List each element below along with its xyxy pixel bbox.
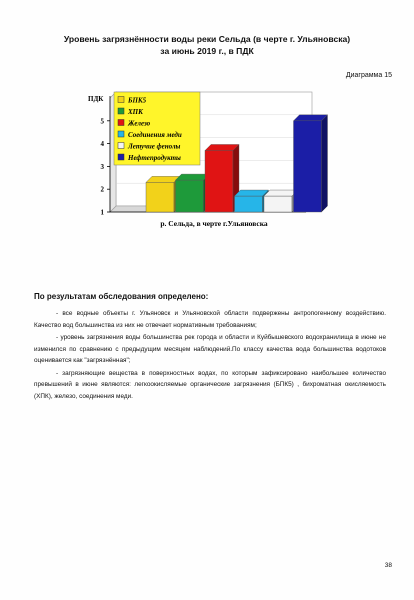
bar-4 bbox=[235, 196, 263, 212]
legend-swatch-3 bbox=[118, 120, 124, 126]
legend-label-2: ХПК bbox=[128, 108, 143, 116]
y-tick-label: 5 bbox=[100, 117, 104, 126]
findings-paragraph-3: - загрязняющие вещества в поверхностных водах, по которым зафиксировано наибольшее количество превышений в июне являются: легкоокисляемые органические загрязнения (БПК5) , бихроматная окисляемость (ХПК), железо, соединения меди. bbox=[34, 369, 386, 400]
findings-body bbox=[34, 308, 386, 403]
legend-label-5: Летучие фенолы bbox=[128, 142, 181, 151]
pollution-bar-chart bbox=[74, 88, 334, 238]
bar-1 bbox=[146, 182, 174, 212]
legend-label-4: Соединения меди bbox=[128, 131, 182, 139]
y-tick-label: 4 bbox=[100, 140, 104, 149]
legend-swatch-6 bbox=[118, 154, 124, 160]
y-tick-label: 2 bbox=[100, 185, 104, 194]
legend-swatch-4 bbox=[118, 131, 124, 137]
legend-swatch-1 bbox=[118, 97, 124, 103]
bar-5 bbox=[264, 196, 292, 212]
legend-swatch-5 bbox=[118, 143, 124, 149]
bar-side-6 bbox=[322, 115, 328, 212]
findings-paragraph-1: - все водные объекты г. Ульяновск и Ульяновской области подвержены антропогенному воздействию. Качество вод большинства из них не отвечает нормативным требованиям; bbox=[34, 310, 386, 329]
legend-swatch-2 bbox=[118, 108, 124, 114]
bar-3 bbox=[205, 150, 233, 212]
y-tick-label: 1 bbox=[100, 208, 104, 217]
page-number: 38 bbox=[384, 562, 392, 569]
y-tick-label: 3 bbox=[100, 162, 104, 171]
diagram-number: Диаграмма 15 bbox=[345, 72, 392, 79]
legend-label-1: БПК5 bbox=[128, 96, 147, 105]
findings-heading: По результатам обследования определено: bbox=[34, 292, 209, 301]
legend-label-3: Железо bbox=[128, 119, 151, 128]
bar-2 bbox=[176, 180, 204, 212]
title-line-2: за июнь 2019 г., в ПДК bbox=[160, 46, 254, 56]
y-axis-label: ПДК bbox=[88, 95, 104, 103]
legend-label-6: Нефтепродукты bbox=[128, 154, 181, 162]
findings-paragraph-2: - уровень загрязнения воды большинства рек города и области и Куйбышевского водохранилища в июне не изменился по сравнению с предыдущим месяцем наблюдений.По классу качества вода большинства водотоков оценивается как "загрязнённая"; bbox=[34, 334, 386, 364]
bar-6 bbox=[294, 121, 322, 212]
title-line-1: Уровень загрязнённости воды реки Сельда (в черте г. Ульяновска) bbox=[63, 34, 351, 44]
x-axis-label: р. Сельда, в черте г.Ульяновска bbox=[160, 219, 268, 228]
page-title bbox=[20, 33, 394, 57]
